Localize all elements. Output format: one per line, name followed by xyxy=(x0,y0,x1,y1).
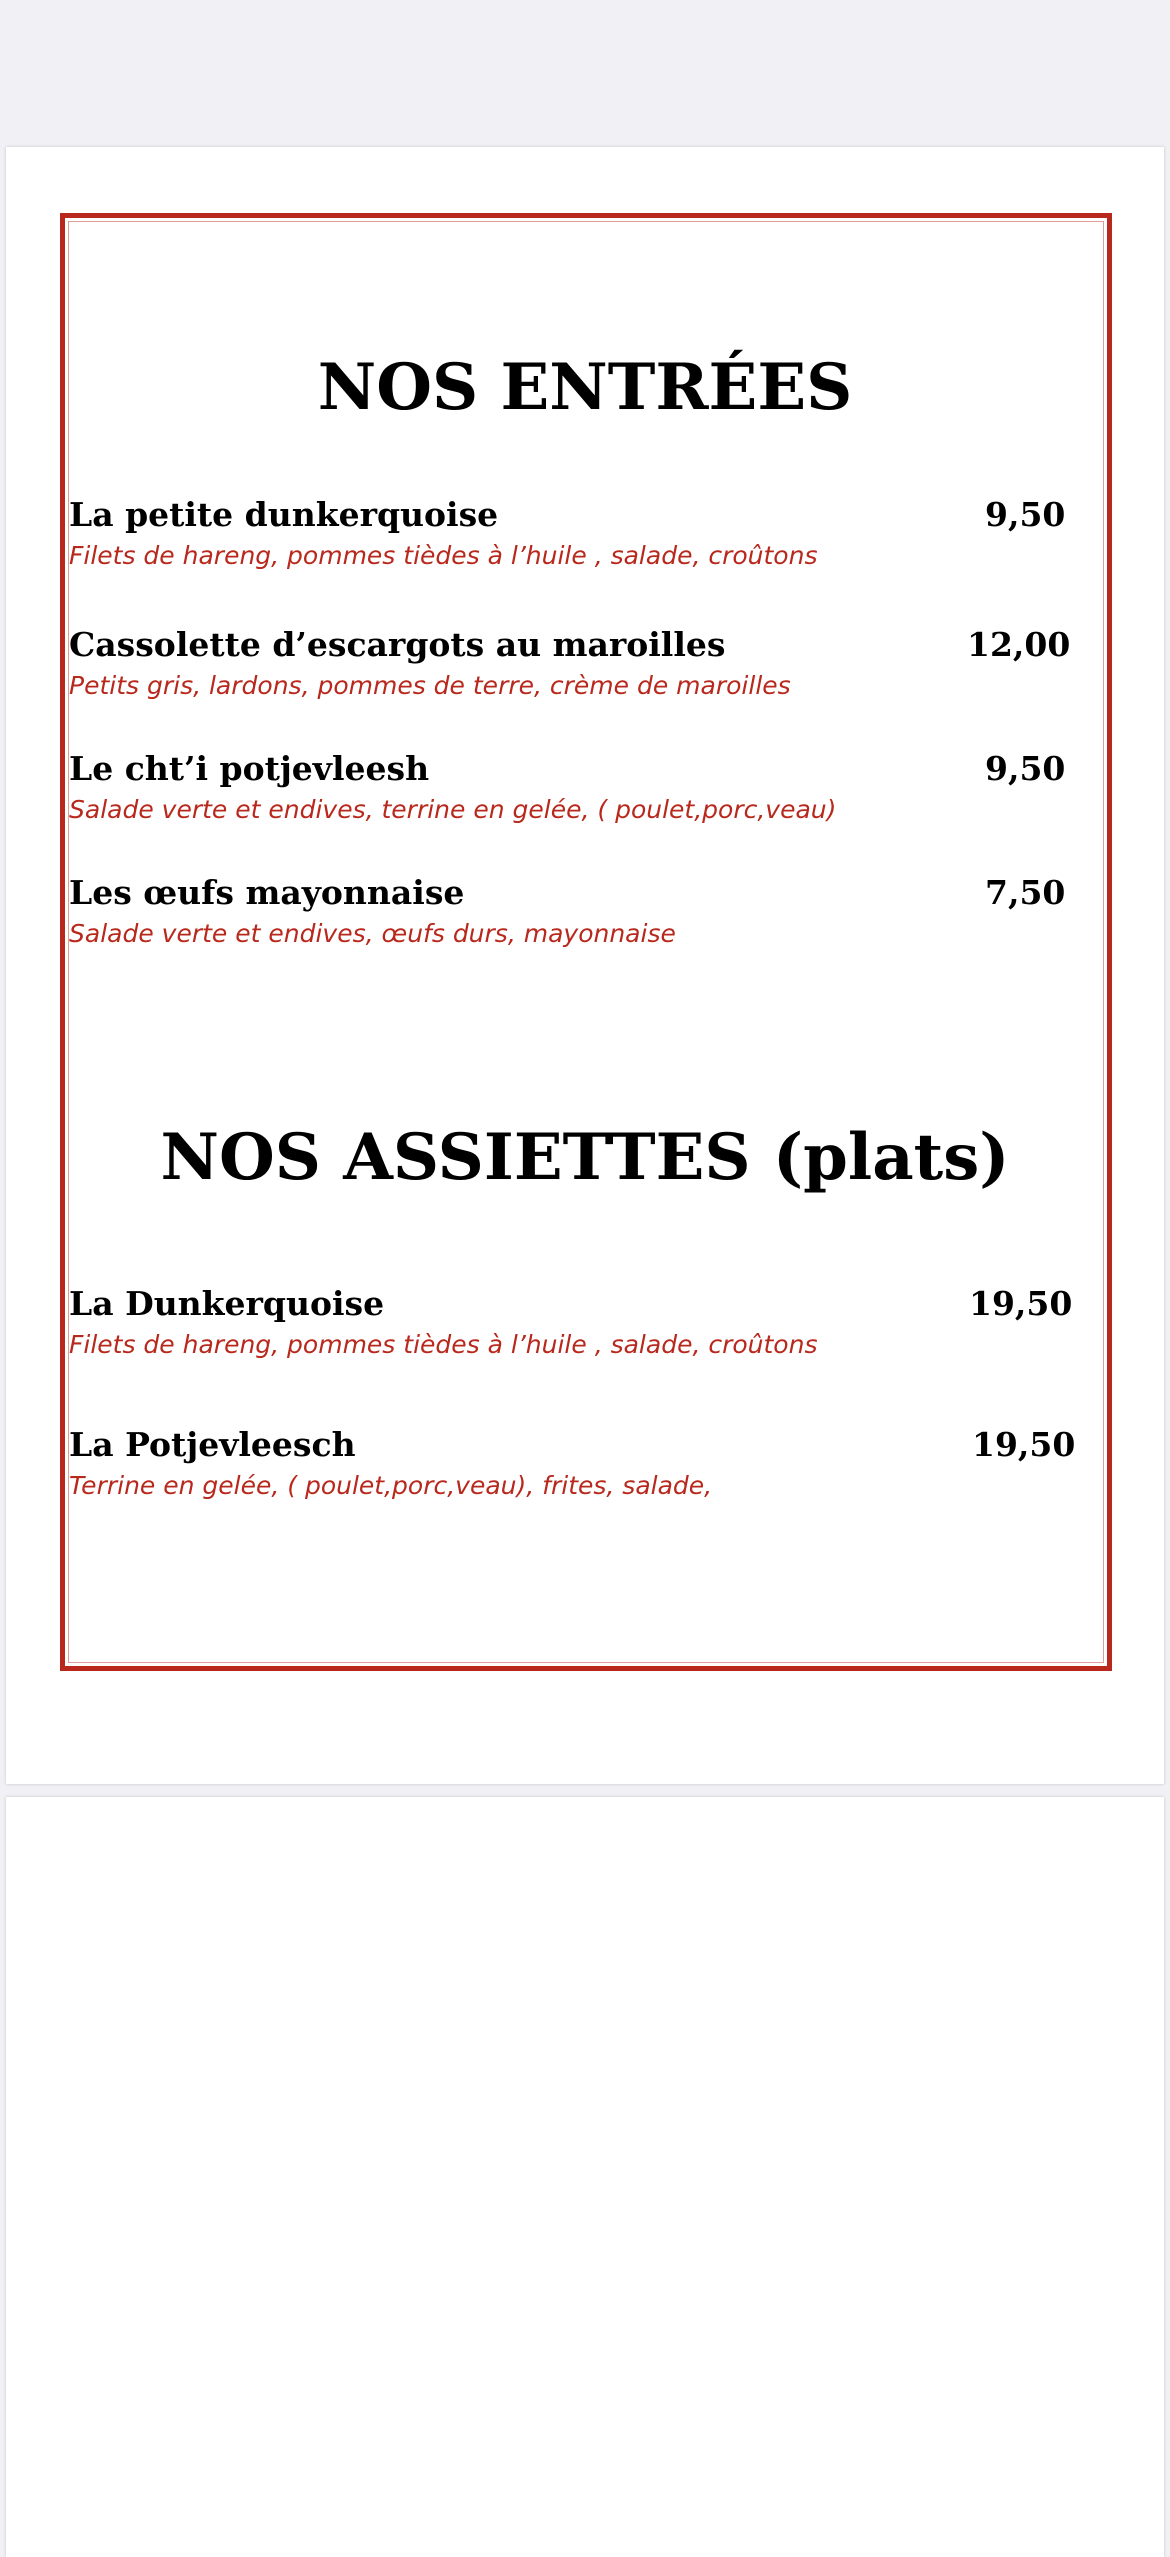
dish-price: 9,50 xyxy=(985,495,1066,534)
dish-name: Les œufs mayonnaise xyxy=(69,873,465,912)
dish-description: Petits gris, lardons, pommes de terre, crème de maroilles xyxy=(69,671,791,700)
dish-name: La petite dunkerquoise xyxy=(69,495,499,534)
dish-price: 9,50 xyxy=(985,749,1066,788)
dish-price: 7,50 xyxy=(985,873,1066,912)
dish-description: Filets de hareng, pommes tièdes à l’huile , salade, croûtons xyxy=(69,541,818,570)
dish-description: Terrine en gelée, ( poulet,porc,veau), frites, salade, xyxy=(69,1471,713,1500)
dish-price: 19,50 xyxy=(972,1425,1076,1464)
dish-price: 19,50 xyxy=(969,1284,1073,1323)
dish-name: La Potjevleesch xyxy=(69,1425,356,1464)
dish-description: Salade verte et endives, terrine en gelée, ( poulet,porc,veau) xyxy=(69,795,837,824)
dish-description: Filets de hareng, pommes tièdes à l’huile , salade, croûtons xyxy=(69,1330,818,1359)
dish-price: 12,00 xyxy=(967,625,1071,664)
dish-name: La Dunkerquoise xyxy=(69,1284,385,1323)
dish-description: Salade verte et endives, œufs durs, mayonnaise xyxy=(69,919,676,948)
dish-name: Le cht’i potjevleesh xyxy=(69,749,430,788)
dish-name: Cassolette d’escargots au maroilles xyxy=(69,625,726,664)
document-page-2 xyxy=(6,1797,1164,2557)
section-title-assiettes: NOS ASSIETTES (plats) xyxy=(160,1120,1010,1195)
document-page-1 xyxy=(6,147,1164,1784)
section-title-entrees: NOS ENTRÉES xyxy=(317,350,853,425)
